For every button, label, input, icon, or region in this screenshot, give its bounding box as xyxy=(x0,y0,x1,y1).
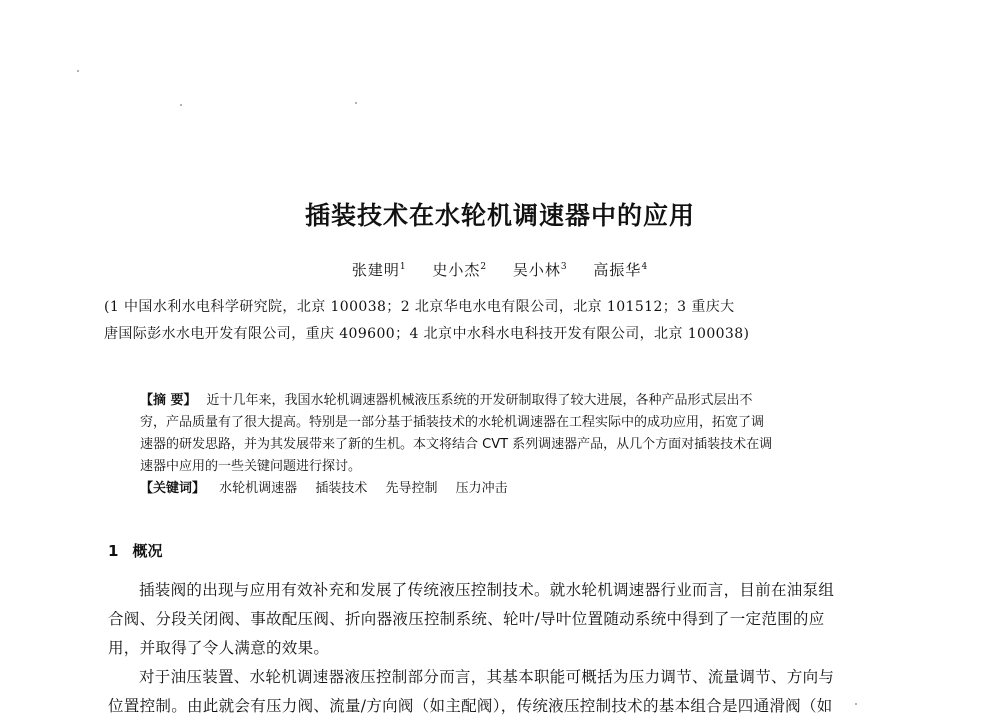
author-list xyxy=(0,259,1000,280)
abstract-block xyxy=(140,390,860,500)
scan-speck xyxy=(77,70,79,72)
author: 高振华$^4$ xyxy=(593,261,649,279)
author: 史小杰$^2$ xyxy=(432,261,488,279)
affiliation-line: (1 中国水利水电科学研究院，北京 100038；2 北京华电水电有限公司，北京 101512；3 重庆大 xyxy=(104,299,735,315)
paragraph-line: 用，并取得了令人满意的效果。 xyxy=(108,639,330,657)
keyword: 先导控制 xyxy=(385,481,438,496)
abstract-label: 【摘 要】 xyxy=(140,393,197,408)
paragraph-line: 合阀、分段关闭阀、事故配压阀、折向器液压控制系统、轮叶/导叶位置随动系统中得到了一定范围的应 xyxy=(108,610,825,628)
abstract-line: 穷，产品质量有了很大提高。特别是一部分基于插装技术的水轮机调速器在工程实际中的成功应用，拓宽了调 xyxy=(140,415,765,430)
keyword: 压力冲击 xyxy=(455,481,508,496)
keywords-line xyxy=(140,478,860,500)
section-number: 1 xyxy=(108,542,119,560)
abstract-line: 速器的研发思路，并为其发展带来了新的生机。本文将结合 CVT 系列调速器产品，从几个方面对插装技术在调 xyxy=(140,437,773,452)
scan-speck xyxy=(355,102,357,104)
affiliation-line: 唐国际彭水水电开发有限公司，重庆 409600；4 北京中水科水电科技开发有限公司，北京 100038) xyxy=(104,326,750,342)
abstract-line: 速器中应用的一些关键问题进行探讨。 xyxy=(140,459,362,474)
paragraph-line: 插装阀的出现与应用有效补充和发展了传统液压控制技术。就水轮机调速器行业而言，目前在油泵组 xyxy=(139,581,835,599)
paragraph-line: 位置控制。由此就会有压力阀、流量/方向阀（如主配阀），传统液压控制技术的基本组合是四通滑阀（如 xyxy=(108,697,833,715)
body-text xyxy=(108,576,890,721)
abstract-line: 【摘 要】 近十几年来，我国水轮机调速器机械液压系统的开发研制取得了较大进展，各种产品形式层出不 xyxy=(140,393,753,408)
keyword: 插装技术 xyxy=(315,481,368,496)
paper-title: 插装技术在水轮机调速器中的应用 xyxy=(304,201,695,230)
scan-speck xyxy=(180,104,182,106)
section-heading xyxy=(108,540,162,561)
paragraph-line: 对于油压装置、水轮机调速器液压控制部分而言，其基本职能可概括为压力调节、流量调节、方向与 xyxy=(139,668,835,686)
author: 张建明$^1$ xyxy=(351,261,407,279)
keyword: 水轮机调速器 xyxy=(219,481,298,496)
author: 吴小林$^3$ xyxy=(512,261,568,279)
keywords-label: 【关键词】 xyxy=(140,481,206,496)
section-title: 概况 xyxy=(132,542,163,560)
